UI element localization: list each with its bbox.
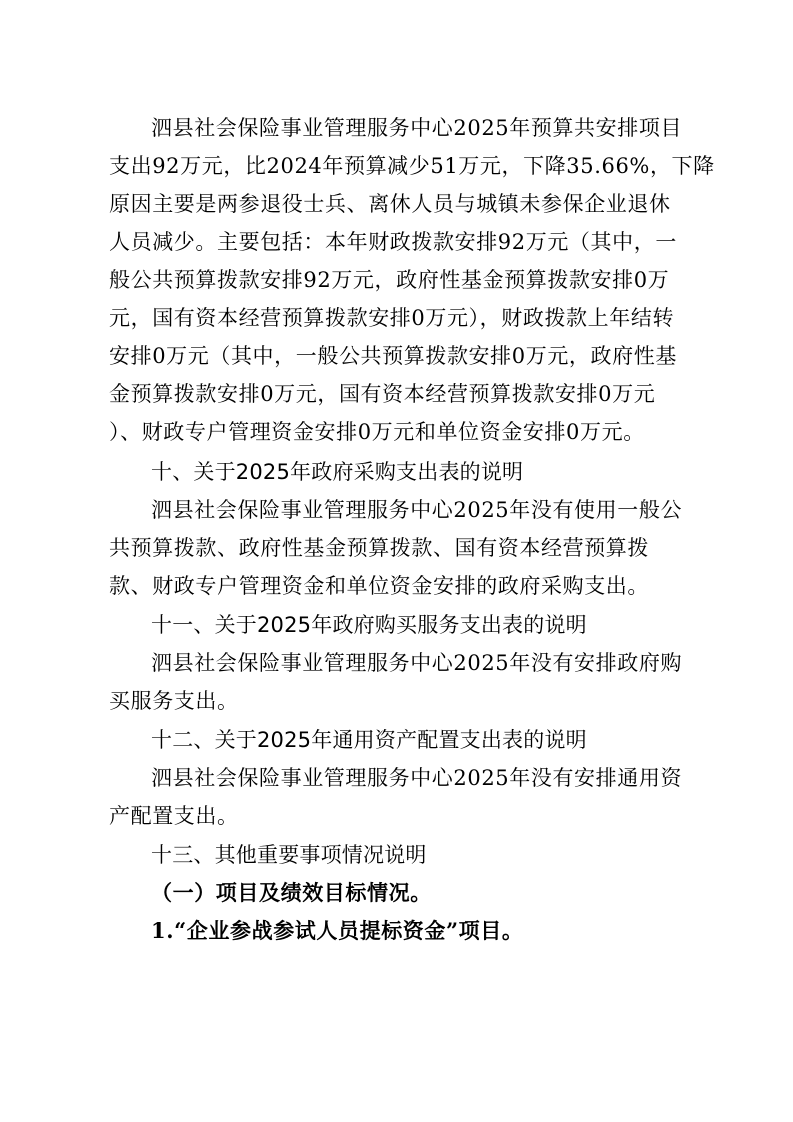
paragraph-line: 共预算拨款、政府性基金预算拨款、国有资本经营预算拨 [109,536,649,560]
paragraph-line: 泗县社会保险事业管理服务中心2025年没有安排政府购 [151,651,683,675]
section-heading: 十二、关于2025年通用资产配置支出表的说明 [151,728,587,752]
paragraph-line: 产配置支出。 [109,804,239,828]
section-heading: 十一、关于2025年政府购买服务支出表的说明 [151,613,587,637]
section-heading: 十三、其他重要事项情况说明 [151,843,427,867]
paragraph-line: 泗县社会保险事业管理服务中心2025年没有使用一般公 [151,498,683,522]
paragraph-line: 支出92万元，比2024年预算减少51万元，下降35.66%，下降 [109,154,715,178]
paragraph-line: 款、财政专户管理资金和单位资金安排的政府采购支出。 [109,574,649,598]
section-heading: 十、关于2025年政府采购支出表的说明 [151,460,524,484]
subsection-heading: （一）项目及绩效目标情况。 [151,880,432,905]
paragraph-line: 人员减少。主要包括：本年财政拨款安排92万元（其中，一 [109,230,677,254]
paragraph-line: ）、财政专户管理资金安排0万元和单位资金安排0万元。 [109,420,645,444]
paragraph-line: 泗县社会保险事业管理服务中心2025年没有安排通用资 [151,766,683,790]
paragraph-line: 般公共预算拨款安排92万元，政府性基金预算拨款安排0万 [109,268,670,292]
paragraph-line: 原因主要是两参退役士兵、离休人员与城镇未参保企业退休 [109,192,671,216]
paragraph-line: 买服务支出。 [109,689,239,713]
item-heading: 1.“企业参战参试人员提标资金”项目。 [151,918,524,943]
paragraph-line: 金预算拨款安排0万元，国有资本经营预算拨款安排0万元 [109,382,656,406]
paragraph-line: 泗县社会保险事业管理服务中心2025年预算共安排项目 [151,116,683,140]
paragraph-line: 元，国有资本经营预算拨款安排0万元），财政拨款上年结转 [109,306,675,330]
paragraph-line: 安排0万元（其中，一般公共预算拨款安排0万元，政府性基 [109,344,677,368]
